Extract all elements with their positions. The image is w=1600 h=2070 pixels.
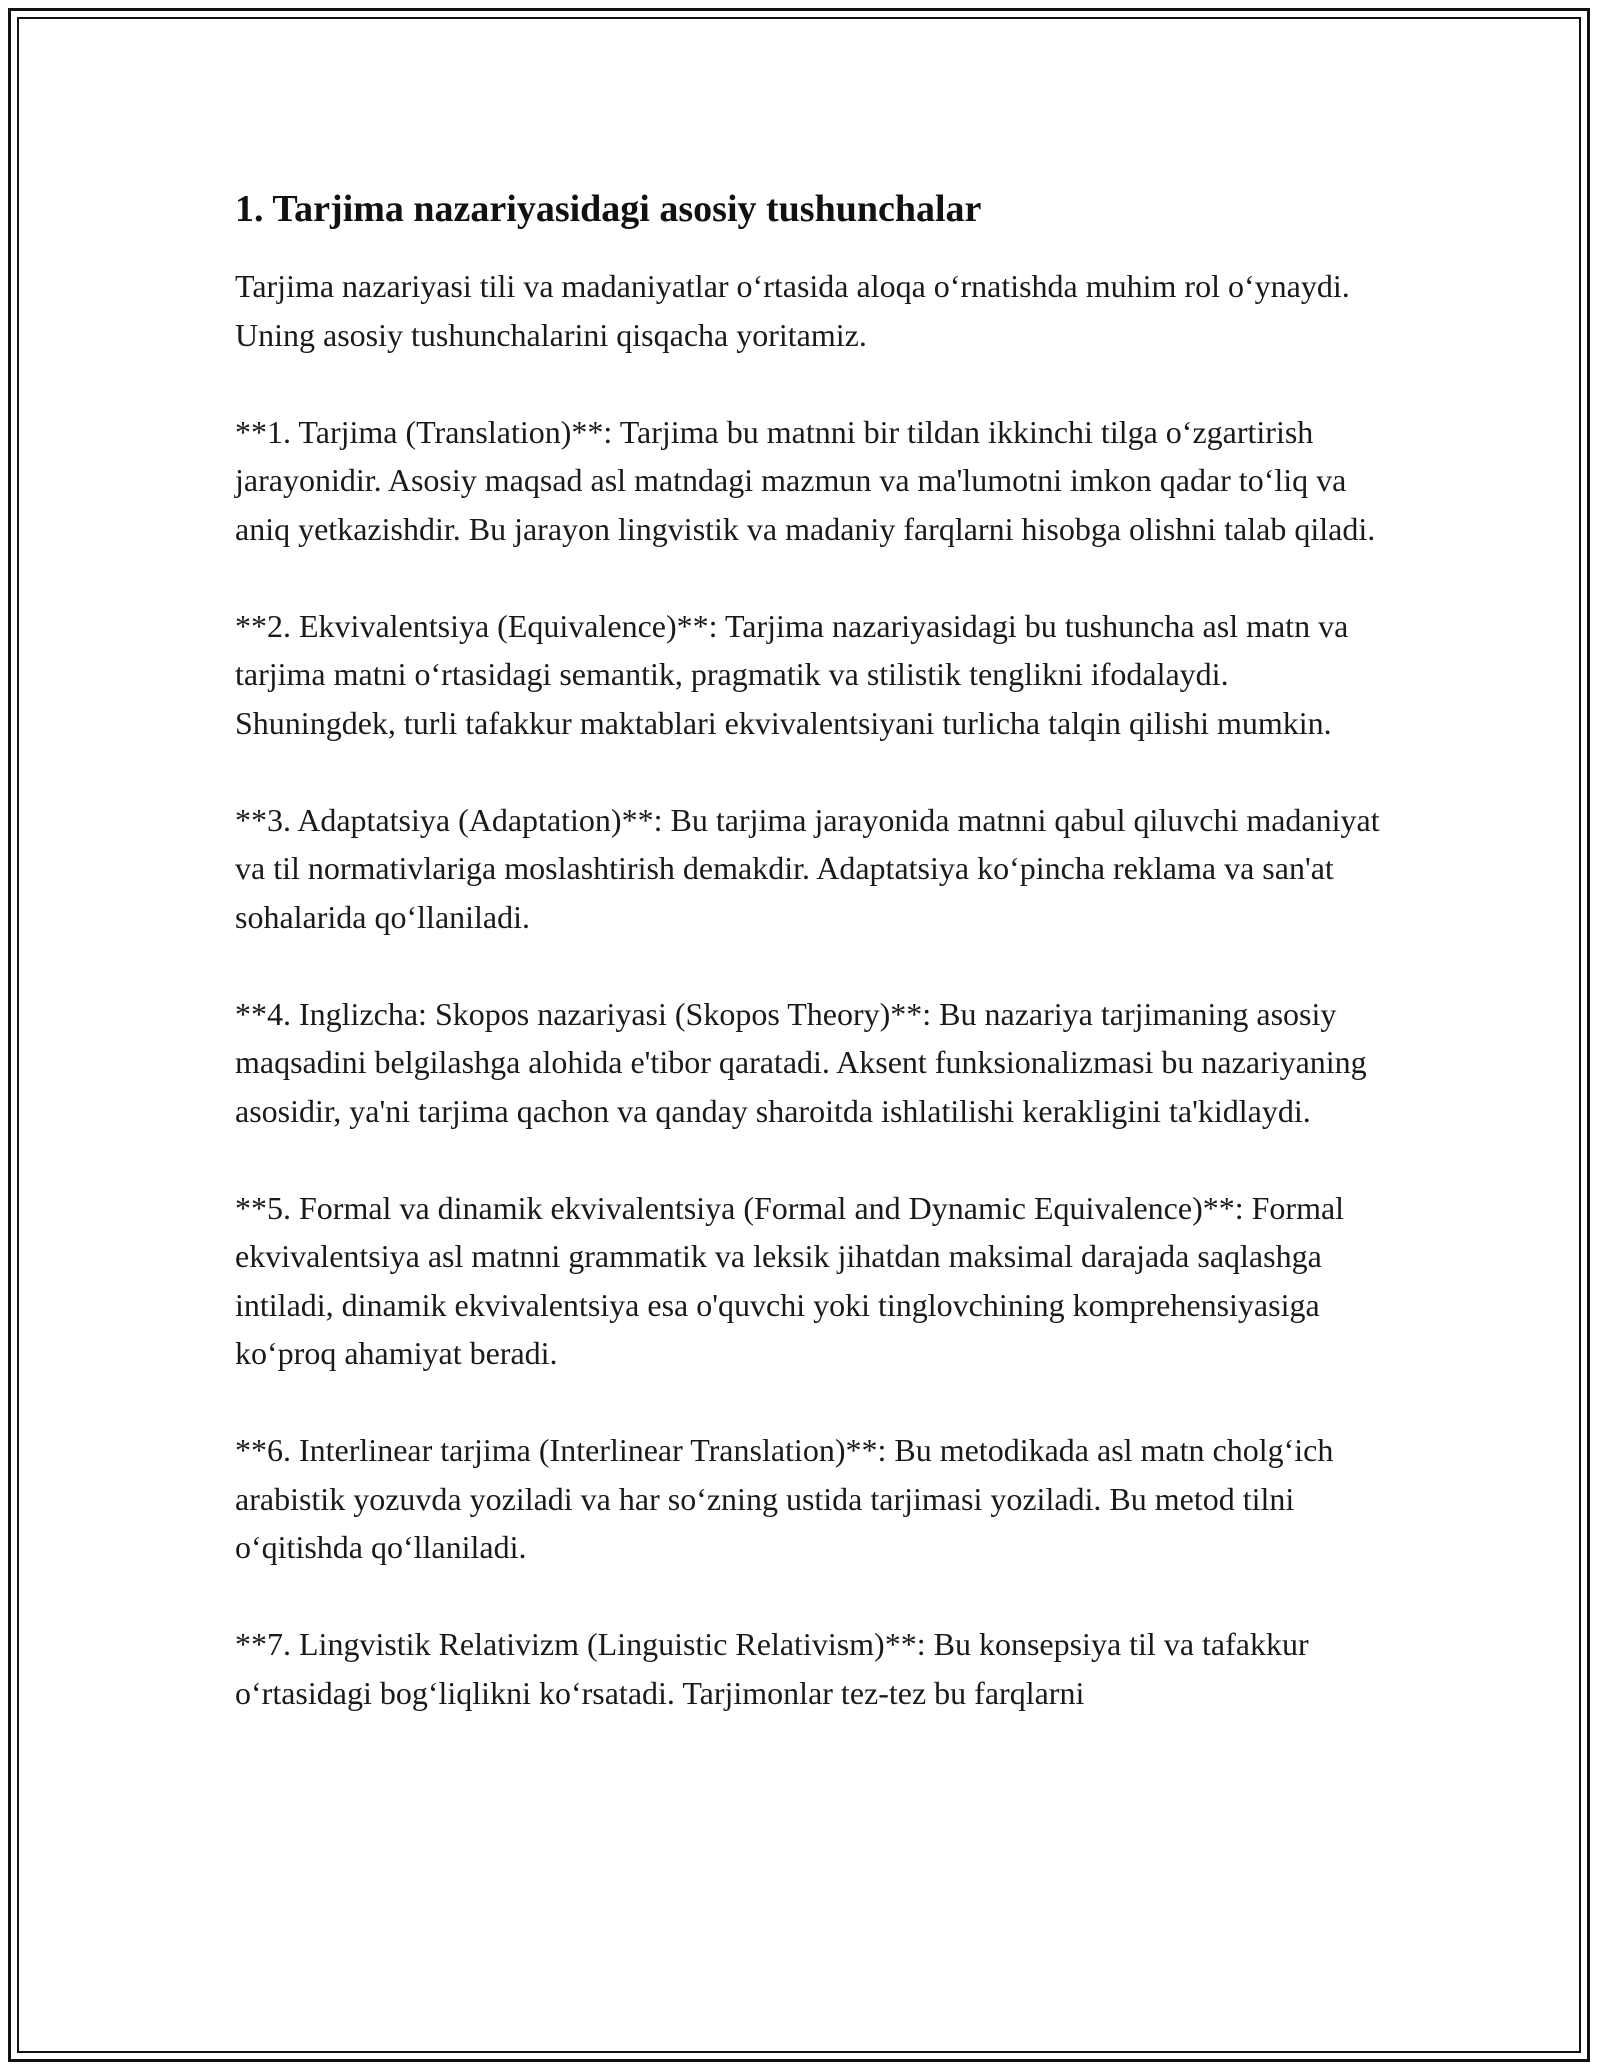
intro-paragraph: Tarjima nazariyasi tili va madaniyatlar o‘rtasida aloqa o‘rnatishda muhim rol o‘ynaydi. Uning asosiy tushunchalarini qisqacha yoritamiz. [235, 268, 1350, 353]
paragraph-adaptation: **3. Adaptatsiya (Adaptation)**: Bu tarjima jarayonida matnni qabul qiluvchi madaniyat va til normativlariga moslashtirish demakdir. Adaptatsiya ko‘pincha reklama va san'at sohalarida qo‘llaniladi. [235, 801, 1380, 935]
paragraph-translation: **1. Tarjima (Translation)**: Tarjima bu matnni bir tildan ikkinchi tilga o‘zgartirish jarayonidir. Asosiy maqsad asl matndagi mazmun va ma'lumotni imkon qadar to‘liq va aniq yetkazishdir. Bu jarayon lingvistik va madaniy farqlarni hisobga olishni talab qiladi. [235, 413, 1376, 547]
paragraph-skopos-theory: **4. Inglizcha: Skopos nazariyasi (Skopos Theory)**: Bu nazariya tarjimaning asosiy maqsadini belgilashga alohida e'tibor qaratadi. Aksent funksionalizmasi bu nazariyaning asosidir, ya'ni tarjima qachon va qanday sharoitda ishlatilishi kerakligini ta'kidlaydi. [235, 995, 1367, 1129]
paragraph-formal-dynamic-equivalence: **5. Formal va dinamik ekvivalentsiya (Formal and Dynamic Equivalence)**: Formal ekvivalentsiya asl matnni grammatik va leksik jihatdan maksimal darajada saqlashga intiladi, dinamik ekvivalentsiya esa o'quvchi yoki tinglovchining komprehensiyasiga ko‘proq ahamiyat beradi. [235, 1189, 1345, 1372]
paragraph-linguistic-relativism: **7. Lingvistik Relativizm (Linguistic Relativism)**: Bu konsepsiya til va tafakkur o‘rtasidagi bog‘liqlikni ko‘rsatadi. Tarjimonlar tez-tez bu farqlarni [235, 1626, 1309, 1711]
document-title: 1. Tarjima nazariyasidagi asosiy tushunchalar [235, 188, 982, 230]
paragraph-equivalence: **2. Ekvivalentsiya (Equivalence)**: Tarjima nazariyasidagi bu tushuncha asl matn va tarjima matni o‘rtasidagi semantik, pragmatik va stilistik tenglikni ifodalaydi. Shuningdek, turli tafakkur maktablari ekvivalentsiyani turlicha talqin qilishi mumkin. [235, 607, 1349, 741]
paragraph-interlinear-translation: **6. Interlinear tarjima (Interlinear Translation)**: Bu metodikada asl matn cholg‘ich arabistik yozuvda yoziladi va har so‘zning ustida tarjimasi yoziladi. Bu metod tilni o‘qitishda qo‘llaniladi. [235, 1432, 1334, 1566]
document-body [235, 185, 1385, 1766]
